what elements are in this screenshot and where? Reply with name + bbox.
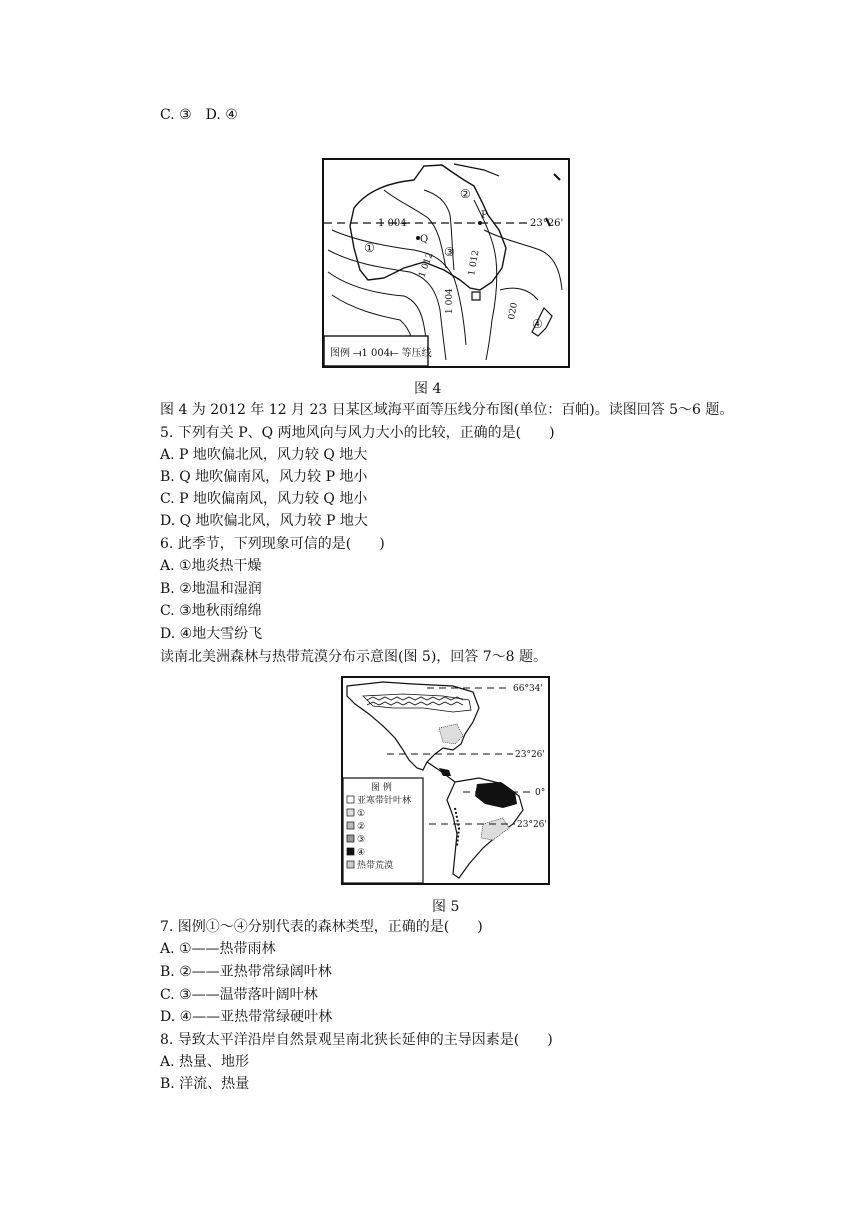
fig5-legend-item: 亚寒带针叶林 [357, 796, 412, 806]
fig4-tropic-label: 23°26' [530, 218, 564, 229]
previous-question-options: C. ③ D. ④ [160, 107, 238, 123]
marker-4: ④ [532, 317, 543, 331]
question-8-option-b: B. 洋流、热量 [160, 1076, 250, 1092]
fig5-legend-item: ④ [357, 848, 366, 858]
question-5-option-c: C. P 地吹偏南风，风力较 Q 地小 [160, 491, 368, 507]
marker-2: ② [460, 187, 471, 201]
question-5-option-a: A. P 地吹偏北风，风力较 Q 地大 [160, 447, 368, 463]
question-6-option-c: C. ③地秋雨绵绵 [160, 603, 262, 619]
question-5-option-b: B. Q 地吹偏南风，风力较 P 地小 [160, 469, 368, 485]
marker-1: ① [364, 241, 375, 255]
fig4-isobar-label: 1 004 [378, 218, 407, 229]
question-8-option-a: A. 热量、地形 [160, 1054, 250, 1070]
question-5-option-d: D. Q 地吹偏北风，风力较 P 地大 [160, 513, 368, 529]
fig5-legend-title: 图 例 [371, 783, 392, 793]
fig4-isobar-label: 1 004 [445, 288, 455, 314]
fig5-lat-label: 23°26' [517, 820, 547, 830]
fig5-lat-label: 0° [535, 788, 546, 798]
question-7-option-c: C. ③——温带落叶阔叶林 [160, 987, 318, 1003]
question-6-option-a: A. ①地炎热干燥 [160, 558, 262, 574]
point-q-label: Q [420, 234, 429, 245]
question-8-stem: 8. 导致太平洋沿岸自然景观呈南北狭长延伸的主导因素是( ) [160, 1032, 553, 1048]
question-7-option-a: A. ①——热带雨林 [160, 941, 276, 957]
marker-3: ③ [444, 245, 455, 259]
point-p-label: P [481, 210, 488, 221]
figure-4-caption: 图 4 [414, 381, 442, 397]
fig4-isobar-label: 1 012 [417, 251, 436, 280]
fig4-legend: 图例 ⟞1 004⟝ 等压线 [330, 348, 432, 359]
figure-4-isobar-map [322, 158, 570, 368]
figure-5-caption: 图 5 [432, 899, 460, 915]
question-7-stem: 7. 图例①～④分别代表的森林类型，正确的是( ) [160, 919, 483, 935]
fig5-lat-label: 23°26' [515, 750, 545, 760]
fig5-legend-item: ① [357, 809, 366, 819]
question-7-option-b: B. ②——亚热带常绿阔叶林 [160, 964, 332, 980]
figure-5-forest-map [341, 676, 550, 885]
fig5-legend-item: ② [357, 822, 366, 832]
question-6-option-d: D. ④地大雪纷飞 [160, 626, 263, 642]
intro-text-2: 读南北美洲森林与热带荒漠分布示意图(图 5)，回答 7～8 题。 [160, 649, 547, 665]
question-7-option-d: D. ④——亚热带常绿硬叶林 [160, 1009, 333, 1025]
intro-text-1: 图 4 为 2012 年 12 月 23 日某区域海平面等压线分布图(单位：百帕)。读图回答 5～6 题。 [160, 402, 734, 418]
fig5-legend-item: 热带荒漠 [357, 861, 394, 871]
fig4-isobar-label: 020 [507, 301, 520, 321]
fig4-isobar-label: 1 012 [467, 249, 482, 277]
question-6-stem: 6. 此季节，下列现象可信的是( ) [160, 536, 385, 552]
question-5-stem: 5. 下列有关 P、Q 两地风向与风力大小的比较，正确的是( ) [160, 425, 555, 441]
fig5-lat-label: 66°34' [513, 684, 543, 694]
fig5-legend-item: ③ [357, 835, 366, 845]
question-6-option-b: B. ②地温和湿润 [160, 581, 262, 597]
